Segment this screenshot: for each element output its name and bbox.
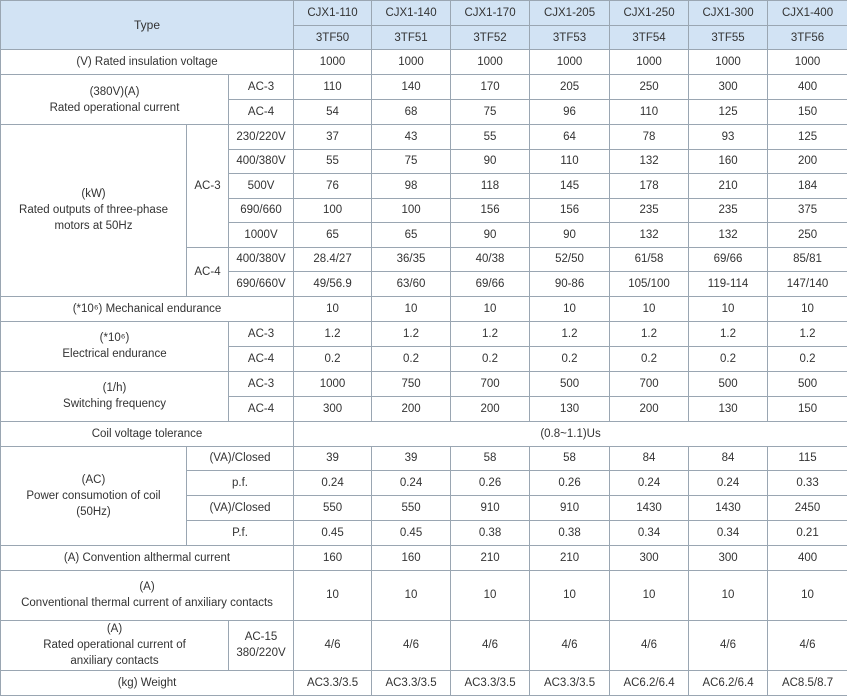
value-cell: 0.2	[372, 346, 451, 371]
value-cell: 184	[768, 174, 847, 199]
value-cell: 132	[610, 223, 689, 248]
model-name-header: CJX1-170	[451, 1, 530, 26]
rated-current-label-line-1: (380V)(A)	[3, 84, 226, 100]
value-cell: 250	[610, 75, 689, 100]
electrical-label	[1, 321, 229, 371]
type-header: Type	[1, 1, 294, 50]
value-cell: 130	[530, 396, 610, 421]
value-cell: 43	[372, 125, 451, 150]
row-thermal-current	[1, 545, 847, 570]
power-label-line-1: (AC)	[3, 472, 184, 488]
model-code-header: 3TF52	[451, 26, 530, 50]
model-name-header: CJX1-250	[610, 1, 689, 26]
outputs-label	[1, 125, 187, 297]
value-cell: 90	[451, 149, 530, 174]
category-cell: AC-3	[229, 321, 294, 346]
value-cell: 200	[451, 396, 530, 421]
value-cell: 910	[530, 496, 610, 521]
value-cell: 90	[451, 223, 530, 248]
value-cell: 1.2	[768, 321, 847, 346]
voltage-cell: 1000V	[229, 223, 294, 248]
value-cell: 10	[689, 296, 768, 321]
value-cell: 10	[294, 570, 372, 620]
value-cell: 550	[294, 496, 372, 521]
power-label-line-3: (50Hz)	[3, 504, 184, 520]
value-cell: 500	[530, 371, 610, 396]
value-cell: 90	[530, 223, 610, 248]
aux-rated-label-line-2: Rated operational current of	[3, 637, 226, 653]
value-cell: 550	[372, 496, 451, 521]
value-cell: 0.33	[768, 471, 847, 496]
value-cell: 0.2	[768, 346, 847, 371]
aux-rated-label-line-1: (A)	[3, 621, 226, 637]
value-cell: 132	[610, 149, 689, 174]
value-cell: 1000	[610, 50, 689, 75]
value-cell: 0.45	[294, 520, 372, 545]
value-cell: 52/50	[530, 247, 610, 272]
rated-current-label-line-2: Rated operational current	[3, 100, 226, 116]
value-cell: 300	[689, 545, 768, 570]
value-cell: 145	[530, 174, 610, 199]
aux-rated-category-line-1: AC-15	[231, 629, 291, 645]
header-row-model	[1, 1, 847, 26]
switching-label	[1, 371, 229, 421]
value-cell: 140	[372, 75, 451, 100]
coil-tolerance-value: (0.8~1.1)Us	[294, 421, 847, 446]
value-cell: AC3.3/3.5	[451, 670, 530, 695]
value-cell: AC3.3/3.5	[530, 670, 610, 695]
value-cell: 78	[610, 125, 689, 150]
value-cell: 90-86	[530, 272, 610, 297]
model-name-header: CJX1-300	[689, 1, 768, 26]
value-cell: 54	[294, 100, 372, 125]
value-cell: 65	[372, 223, 451, 248]
value-cell: 75	[372, 149, 451, 174]
value-cell: 84	[689, 446, 768, 471]
value-cell: 1.2	[294, 321, 372, 346]
value-cell: 1.2	[689, 321, 768, 346]
value-cell: 0.24	[372, 471, 451, 496]
value-cell: 1.2	[610, 321, 689, 346]
value-cell: 200	[610, 396, 689, 421]
mechanical-label: (*10⁶) Mechanical endurance	[1, 296, 294, 321]
value-cell: 1000	[530, 50, 610, 75]
value-cell: 61/58	[610, 247, 689, 272]
value-cell: 40/38	[451, 247, 530, 272]
value-cell: 0.2	[610, 346, 689, 371]
param-cell: P.f.	[187, 520, 294, 545]
value-cell: 235	[610, 198, 689, 223]
value-cell: 84	[610, 446, 689, 471]
value-cell: 200	[372, 396, 451, 421]
value-cell: 0.26	[451, 471, 530, 496]
voltage-cell: 400/380V	[229, 247, 294, 272]
outputs-label-line-3: motors at 50Hz	[3, 218, 184, 234]
value-cell: 235	[689, 198, 768, 223]
value-cell: 58	[530, 446, 610, 471]
value-cell: AC8.5/8.7	[768, 670, 847, 695]
param-cell: (VA)/Closed	[187, 446, 294, 471]
value-cell: 1000	[372, 50, 451, 75]
model-code-header: 3TF55	[689, 26, 768, 50]
value-cell: 39	[372, 446, 451, 471]
category-cell: AC-4	[229, 396, 294, 421]
value-cell: 500	[768, 371, 847, 396]
model-code-header: 3TF54	[610, 26, 689, 50]
value-cell: 105/100	[610, 272, 689, 297]
value-cell: 10	[689, 570, 768, 620]
model-code-header: 3TF56	[768, 26, 847, 50]
value-cell: 4/6	[610, 620, 689, 670]
value-cell: 910	[451, 496, 530, 521]
value-cell: 0.45	[372, 520, 451, 545]
switching-label-line-1: (1/h)	[3, 380, 226, 396]
value-cell: 28.4/27	[294, 247, 372, 272]
value-cell: 10	[768, 570, 847, 620]
value-cell: 160	[689, 149, 768, 174]
value-cell: 0.2	[530, 346, 610, 371]
category-cell: AC-4	[229, 346, 294, 371]
value-cell: 130	[689, 396, 768, 421]
value-cell: 300	[294, 396, 372, 421]
aux-rated-label	[1, 620, 229, 670]
value-cell: 1.2	[372, 321, 451, 346]
value-cell: 4/6	[451, 620, 530, 670]
value-cell: 205	[530, 75, 610, 100]
value-cell: 150	[768, 396, 847, 421]
value-cell: 76	[294, 174, 372, 199]
row-rated-current	[1, 75, 847, 100]
value-cell: 210	[530, 545, 610, 570]
value-cell: 0.24	[294, 471, 372, 496]
coil-tolerance-label: Coil voltage tolerance	[1, 421, 294, 446]
value-cell: 10	[610, 570, 689, 620]
value-cell: 4/6	[372, 620, 451, 670]
value-cell: 1000	[689, 50, 768, 75]
value-cell: 4/6	[689, 620, 768, 670]
row-outputs	[1, 125, 847, 150]
model-code-header: 3TF53	[530, 26, 610, 50]
value-cell: 375	[768, 198, 847, 223]
value-cell: 0.38	[451, 520, 530, 545]
value-cell: 119-114	[689, 272, 768, 297]
value-cell: 1000	[294, 371, 372, 396]
value-cell: 0.2	[689, 346, 768, 371]
value-cell: 100	[294, 198, 372, 223]
electrical-label-line-1: (*10⁶)	[3, 330, 226, 346]
power-label	[1, 446, 187, 545]
value-cell: 250	[768, 223, 847, 248]
value-cell: 4/6	[294, 620, 372, 670]
value-cell: 100	[372, 198, 451, 223]
power-label-line-2: Power consumotion of coil	[3, 488, 184, 504]
value-cell: 49/56.9	[294, 272, 372, 297]
aux-thermal-label-line-2: Conventional thermal current of anxiliary contacts	[3, 595, 291, 611]
value-cell: 93	[689, 125, 768, 150]
value-cell: 156	[530, 198, 610, 223]
category-cell: AC-3	[229, 75, 294, 100]
value-cell: 1430	[689, 496, 768, 521]
value-cell: 178	[610, 174, 689, 199]
value-cell: 0.21	[768, 520, 847, 545]
value-cell: 210	[451, 545, 530, 570]
model-name-header: CJX1-400	[768, 1, 847, 26]
value-cell: 300	[689, 75, 768, 100]
row-aux-thermal-current	[1, 570, 847, 620]
value-cell: 125	[689, 100, 768, 125]
aux-thermal-label	[1, 570, 294, 620]
value-cell: 170	[451, 75, 530, 100]
value-cell: 750	[372, 371, 451, 396]
value-cell: 0.2	[294, 346, 372, 371]
value-cell: 400	[768, 545, 847, 570]
value-cell: 700	[610, 371, 689, 396]
value-cell: 500	[689, 371, 768, 396]
value-cell: 10	[768, 296, 847, 321]
value-cell: 118	[451, 174, 530, 199]
row-switching-frequency	[1, 371, 847, 396]
row-coil-tolerance	[1, 421, 847, 446]
value-cell: 300	[610, 545, 689, 570]
row-power-consumption	[1, 446, 847, 471]
value-cell: 0.2	[451, 346, 530, 371]
value-cell: 65	[294, 223, 372, 248]
outputs-label-line-2: Rated outputs of three-phase	[3, 202, 184, 218]
aux-thermal-label-line-1: (A)	[3, 579, 291, 595]
insulation-label: (V) Rated insulation voltage	[1, 50, 294, 75]
value-cell: 1.2	[530, 321, 610, 346]
value-cell: AC6.2/6.4	[689, 670, 768, 695]
ac4-group-cell: AC-4	[187, 247, 229, 296]
value-cell: 1000	[451, 50, 530, 75]
value-cell: 69/66	[451, 272, 530, 297]
value-cell: AC3.3/3.5	[372, 670, 451, 695]
category-cell: AC-3	[229, 371, 294, 396]
thermal-label: (A) Convention althermal current	[1, 545, 294, 570]
value-cell: 0.24	[610, 471, 689, 496]
model-name-header: CJX1-110	[294, 1, 372, 26]
value-cell: 55	[294, 149, 372, 174]
value-cell: AC3.3/3.5	[294, 670, 372, 695]
value-cell: 10	[451, 570, 530, 620]
value-cell: 160	[294, 545, 372, 570]
value-cell: 39	[294, 446, 372, 471]
value-cell: 0.34	[689, 520, 768, 545]
value-cell: 64	[530, 125, 610, 150]
value-cell: 85/81	[768, 247, 847, 272]
value-cell: 700	[451, 371, 530, 396]
param-cell: p.f.	[187, 471, 294, 496]
value-cell: 58	[451, 446, 530, 471]
value-cell: 55	[451, 125, 530, 150]
value-cell: 1.2	[451, 321, 530, 346]
value-cell: AC6.2/6.4	[610, 670, 689, 695]
value-cell: 132	[689, 223, 768, 248]
value-cell: 37	[294, 125, 372, 150]
value-cell: 0.26	[530, 471, 610, 496]
value-cell: 110	[294, 75, 372, 100]
value-cell: 68	[372, 100, 451, 125]
value-cell: 110	[610, 100, 689, 125]
value-cell: 115	[768, 446, 847, 471]
value-cell: 10	[530, 296, 610, 321]
ac3-group-cell: AC-3	[187, 125, 229, 248]
aux-rated-label-line-3: anxiliary contacts	[3, 653, 226, 669]
row-insulation-voltage	[1, 50, 847, 75]
value-cell: 10	[451, 296, 530, 321]
value-cell: 36/35	[372, 247, 451, 272]
model-code-header: 3TF50	[294, 26, 372, 50]
value-cell: 2450	[768, 496, 847, 521]
voltage-cell: 230/220V	[229, 125, 294, 150]
value-cell: 4/6	[768, 620, 847, 670]
value-cell: 10	[294, 296, 372, 321]
value-cell: 75	[451, 100, 530, 125]
value-cell: 147/140	[768, 272, 847, 297]
value-cell: 1430	[610, 496, 689, 521]
row-aux-rated-current	[1, 620, 847, 670]
value-cell: 10	[530, 570, 610, 620]
outputs-label-line-1: (kW)	[3, 186, 184, 202]
value-cell: 0.24	[689, 471, 768, 496]
value-cell: 1000	[768, 50, 847, 75]
weight-label: (kg) Weight	[1, 670, 294, 695]
aux-rated-category-line-2: 380/220V	[231, 645, 291, 661]
voltage-cell: 400/380V	[229, 149, 294, 174]
rated-current-label	[1, 75, 229, 125]
value-cell: 10	[372, 570, 451, 620]
row-electrical-endurance	[1, 321, 847, 346]
model-name-header: CJX1-205	[530, 1, 610, 26]
switching-label-line-2: Switching frequency	[3, 396, 226, 412]
value-cell: 69/66	[689, 247, 768, 272]
aux-rated-category	[229, 620, 294, 670]
value-cell: 10	[610, 296, 689, 321]
value-cell: 110	[530, 149, 610, 174]
model-name-header: CJX1-140	[372, 1, 451, 26]
value-cell: 1000	[294, 50, 372, 75]
value-cell: 156	[451, 198, 530, 223]
value-cell: 98	[372, 174, 451, 199]
value-cell: 160	[372, 545, 451, 570]
electrical-label-line-2: Electrical endurance	[3, 346, 226, 362]
value-cell: 63/60	[372, 272, 451, 297]
category-cell: AC-4	[229, 100, 294, 125]
value-cell: 400	[768, 75, 847, 100]
value-cell: 210	[689, 174, 768, 199]
value-cell: 150	[768, 100, 847, 125]
value-cell: 4/6	[530, 620, 610, 670]
model-code-header: 3TF51	[372, 26, 451, 50]
value-cell: 0.38	[530, 520, 610, 545]
value-cell: 0.34	[610, 520, 689, 545]
voltage-cell: 500V	[229, 174, 294, 199]
value-cell: 96	[530, 100, 610, 125]
value-cell: 200	[768, 149, 847, 174]
value-cell: 125	[768, 125, 847, 150]
value-cell: 10	[372, 296, 451, 321]
param-cell: (VA)/Closed	[187, 496, 294, 521]
voltage-cell: 690/660	[229, 198, 294, 223]
row-weight	[1, 670, 847, 695]
row-mechanical-endurance	[1, 296, 847, 321]
voltage-cell: 690/660V	[229, 272, 294, 297]
